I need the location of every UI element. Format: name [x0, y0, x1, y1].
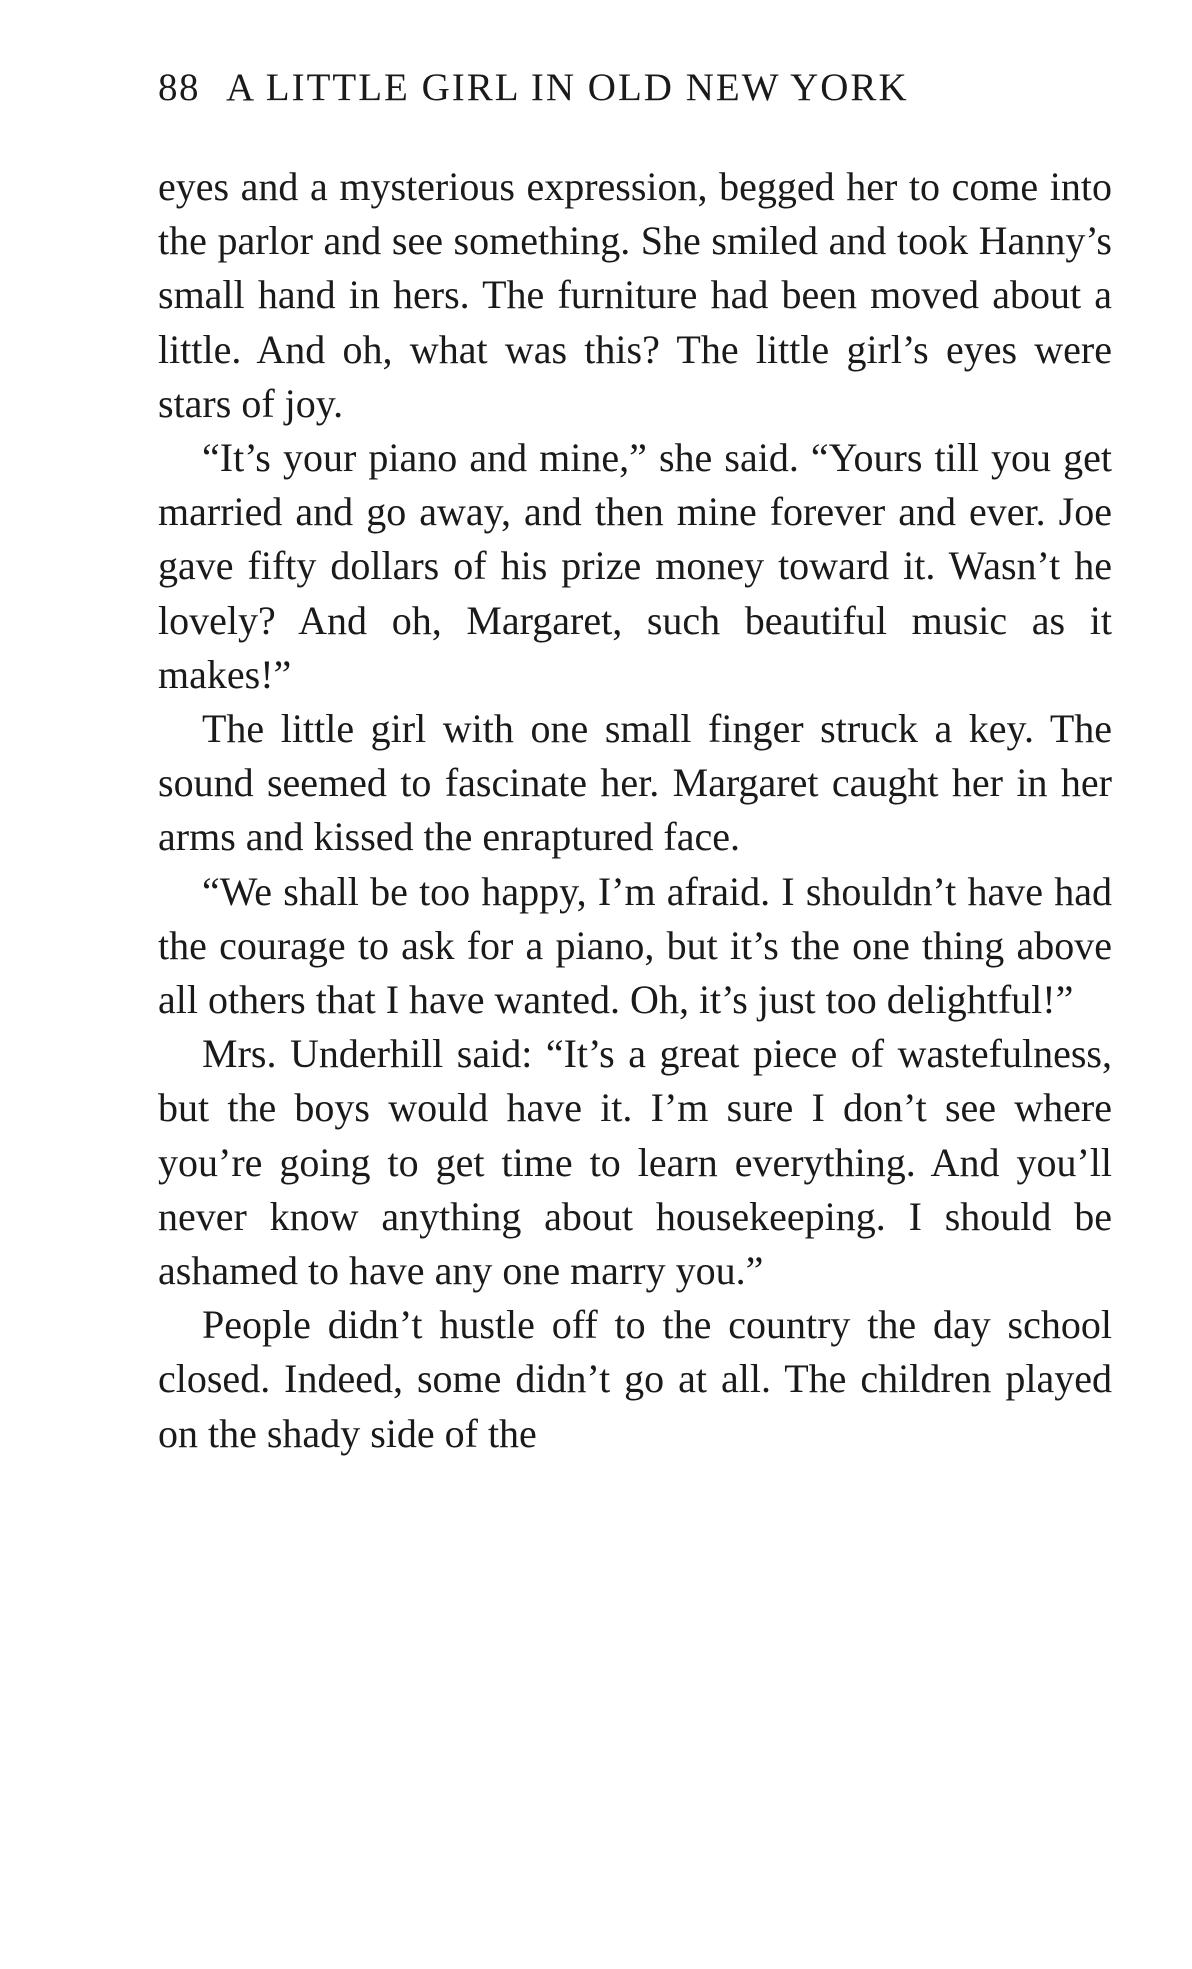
paragraph: eyes and a mysterious expression, begged her to come into the parlor and see something. She smiled and took Hanny’s small hand in hers. The furniture had been moved about a little. And oh, what was this? The little girl’s eyes were stars of joy. [158, 164, 1112, 426]
paragraph: “It’s your piano and mine,” she said. “Yours till you get married and go away, and then mine forever and ever. Joe gave fifty dollars of his prize money toward it. Wasn’t he lovely? And oh, Margaret, such beautiful music as it makes!” [158, 435, 1112, 697]
paragraph: The little girl with one small finger struck a key. The sound seemed to fascinate her. Margaret caught her in her arms and kissed the enraptured face. [158, 706, 1112, 860]
paragraph: “We shall be too happy, I’m afraid. I shouldn’t have had the courage to ask for a piano, but it’s the one thing above all others that I have wanted. Oh, it’s just too delightful!” [158, 868, 1112, 1023]
body-text [158, 160, 1112, 1461]
paragraph: Mrs. Underhill said: “It’s a great piece of wastefulness, but the boys would have it. I’m sure I don’t see where you’re going to get time to learn everything. And you’ll never know anything about housekeeping. I should be ashamed to have any one marry you.” [158, 1031, 1112, 1294]
running-title: A LITTLE GIRL IN OLD NEW YORK [226, 66, 909, 109]
paragraph: People didn’t hustle off to the country the day school closed. Indeed, some didn’t go at all. The children played on the shady side of the [158, 1302, 1112, 1456]
page-number: 88 [158, 66, 200, 109]
page-header [158, 56, 1112, 120]
book-page [158, 56, 1112, 1461]
